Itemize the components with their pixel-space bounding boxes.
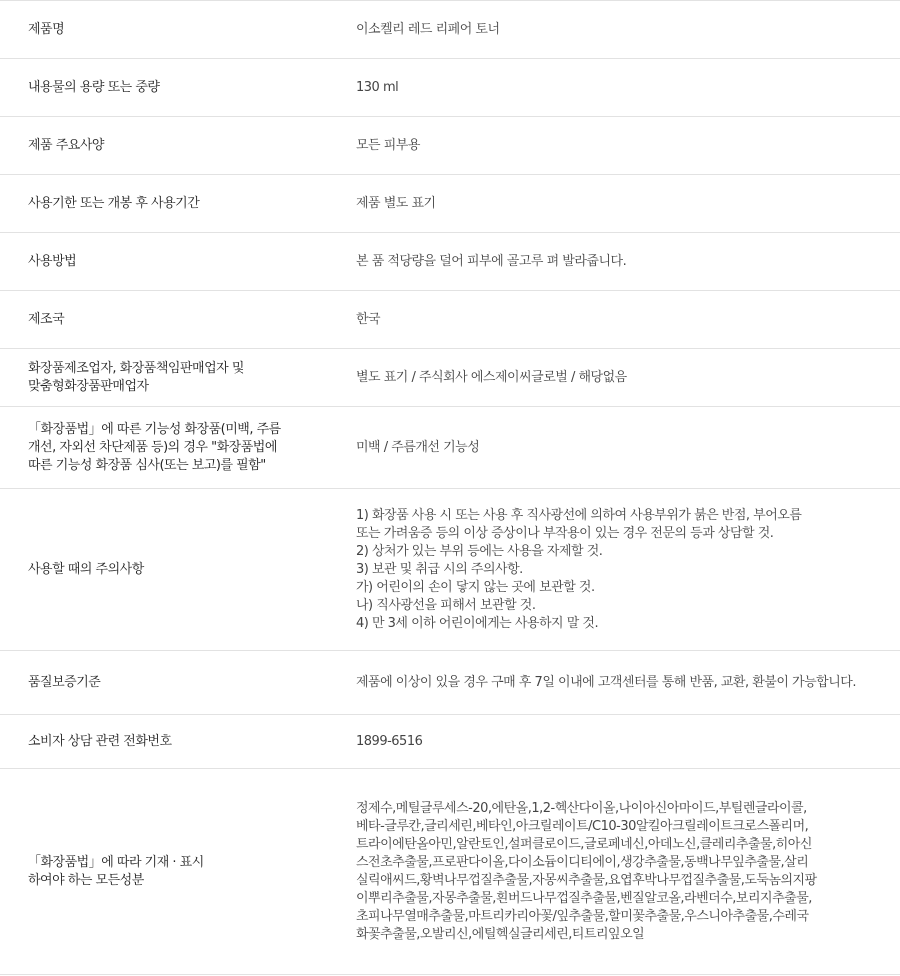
label-phone bbox=[0, 715, 326, 768]
value-manufacturer bbox=[326, 349, 900, 406]
label-text: 소비자 상담 관련 전화번호 bbox=[28, 733, 172, 749]
label-expiry bbox=[0, 175, 326, 232]
value-volume bbox=[326, 59, 900, 116]
ingredient-line: 베타-글루칸,글리세린,베타인,아크릴레이트/C10-30알킬아크릴레이트크로스폴리머, bbox=[356, 818, 809, 834]
ingredient-line: 스전초추출물,프로판다이올,다이소듐이디티에이,생강추출물,동백나무잎추출물,살리 bbox=[356, 854, 809, 870]
value-text: 제품 별도 표기 bbox=[356, 195, 436, 211]
label-volume bbox=[0, 59, 326, 116]
value-text: 한국 bbox=[356, 311, 381, 327]
ingredient-line: 이뿌리추출물,자몽추출물,흰버드나무껍질추출물,벤질알코올,라벤더수,보리지추출물, bbox=[356, 890, 812, 906]
value-text: 이소켈리 레드 리페어 토너 bbox=[356, 21, 500, 37]
value-functional bbox=[326, 407, 900, 488]
label-product-name bbox=[0, 1, 326, 58]
ingredient-line: 초피나무열매추출물,마트리카리아꽃/잎추출물,할미꽃추출물,우스니아추출물,수레국 bbox=[356, 908, 809, 924]
row-ingredients bbox=[0, 769, 900, 975]
label-text: 제조국 bbox=[28, 311, 65, 327]
value-precautions bbox=[326, 489, 900, 650]
precautions-list bbox=[356, 507, 801, 633]
ingredient-line: 화꽃추출물,오발리신,에틸헥실글리세린,티트리잎오일 bbox=[356, 926, 645, 942]
row-functional bbox=[0, 407, 900, 489]
value-text: 별도 표기 / 주식회사 에스제이씨글로벌 / 해당없음 bbox=[356, 369, 627, 385]
label-text: 사용할 때의 주의사항 bbox=[28, 561, 144, 577]
label-quality bbox=[0, 651, 326, 714]
label-usage bbox=[0, 233, 326, 290]
label-text: 사용기한 또는 개봉 후 사용기간 bbox=[28, 195, 200, 211]
precaution-line: 2) 상처가 있는 부위 등에는 사용을 자제할 것. bbox=[356, 543, 603, 559]
label-text: 제품명 bbox=[28, 21, 65, 37]
label-text: 「화장품법」에 따른 기능성 화장품(미백, 주름 개선, 자외선 차단제품 등)의 경우 "화장품법에 따른 기능성 화장품 심사(또는 보고)를 필함" bbox=[28, 421, 281, 473]
value-text: 130 ml bbox=[356, 79, 399, 95]
row-phone bbox=[0, 715, 900, 769]
label-text: 품질보증기준 bbox=[28, 674, 101, 690]
label-precautions bbox=[0, 489, 326, 650]
row-quality bbox=[0, 651, 900, 715]
row-country bbox=[0, 291, 900, 349]
label-functional bbox=[0, 407, 326, 488]
label-text: 제품 주요사양 bbox=[28, 137, 104, 153]
row-main-spec bbox=[0, 117, 900, 175]
row-precautions bbox=[0, 489, 900, 651]
precaution-line: 가) 어린이의 손이 닿지 않는 곳에 보관할 것. bbox=[356, 579, 595, 595]
label-main-spec bbox=[0, 117, 326, 174]
value-main-spec bbox=[326, 117, 900, 174]
ingredient-line: 실릭애씨드,황벽나무껍질추출물,자몽씨추출물,요엽후박나무껍질추출물,도둑놈의지팡 bbox=[356, 872, 817, 888]
label-manufacturer bbox=[0, 349, 326, 406]
row-usage bbox=[0, 233, 900, 291]
value-text: 1899-6516 bbox=[356, 733, 423, 749]
value-text: 제품에 이상이 있을 경우 구매 후 7일 이내에 고객센터를 통해 반품, 교환, 환불이 가능합니다. bbox=[356, 674, 856, 690]
value-expiry bbox=[326, 175, 900, 232]
value-quality bbox=[326, 651, 900, 714]
value-text: 모든 피부용 bbox=[356, 137, 420, 153]
ingredient-line: 정제수,메틸글루세스-20,에탄올,1,2-헥산다이올,나이아신아마이드,부틸렌글라이콜, bbox=[356, 800, 807, 816]
precaution-line: 3) 보관 및 취급 시의 주의사항. bbox=[356, 561, 523, 577]
label-text: 내용물의 용량 또는 중량 bbox=[28, 79, 160, 95]
ingredients-list bbox=[356, 800, 817, 944]
label-text: 사용방법 bbox=[28, 253, 77, 269]
row-manufacturer bbox=[0, 349, 900, 407]
precaution-line: 1) 화장품 사용 시 또는 사용 후 직사광선에 의하여 사용부위가 붉은 반점, 부어오름 bbox=[356, 507, 802, 523]
precaution-line: 또는 가려움증 등의 이상 증상이나 부작용이 있는 경우 전문의 등과 상담할 것. bbox=[356, 525, 774, 541]
precaution-line: 나) 직사광선을 피해서 보관할 것. bbox=[356, 597, 536, 613]
row-volume bbox=[0, 59, 900, 117]
label-text: 화장품제조업자, 화장품책임판매업자 및 맞춤형화장품판매업자 bbox=[28, 360, 244, 394]
value-text: 미백 / 주름개선 기능성 bbox=[356, 439, 480, 455]
value-text: 본 품 적당량을 덜어 피부에 골고루 펴 발라줍니다. bbox=[356, 253, 627, 269]
ingredient-line: 트라이에탄올아민,알란토인,설퍼클로이드,글로페네신,아데노신,클레리추출물,히아신 bbox=[356, 836, 812, 852]
label-country bbox=[0, 291, 326, 348]
value-phone bbox=[326, 715, 900, 768]
value-usage bbox=[326, 233, 900, 290]
row-expiry bbox=[0, 175, 900, 233]
value-product-name bbox=[326, 1, 900, 58]
label-text: 「화장품법」에 따라 기재 · 표시 하여야 하는 모든성분 bbox=[28, 854, 204, 888]
value-country bbox=[326, 291, 900, 348]
label-ingredients bbox=[0, 769, 326, 974]
precaution-line: 4) 만 3세 이하 어린이에게는 사용하지 말 것. bbox=[356, 615, 599, 631]
row-product-name bbox=[0, 1, 900, 59]
value-ingredients bbox=[326, 769, 900, 974]
